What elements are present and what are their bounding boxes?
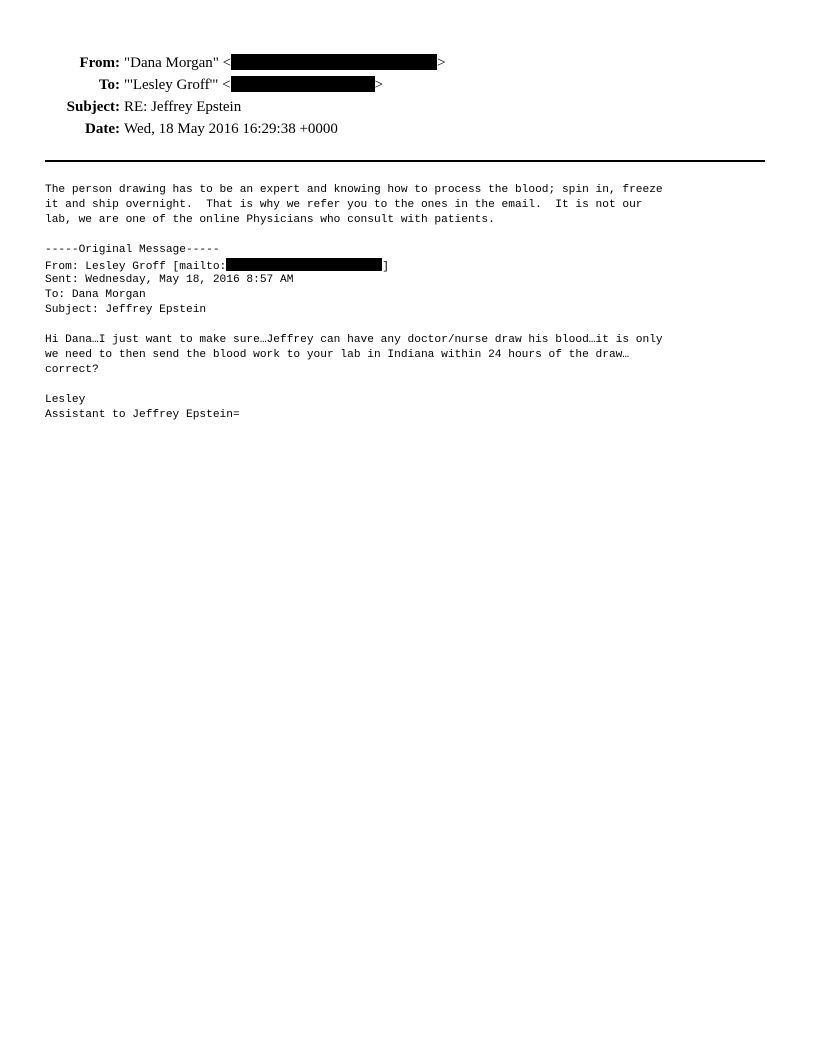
message-line: we need to then send the blood work to your lab in Indiana within 24 hours of the draw… <box>45 349 630 361</box>
original-subject: Subject: Jeffrey Epstein <box>45 304 207 316</box>
subject-value: RE: Jeffrey Epstein <box>124 99 242 115</box>
date-label: Date: <box>85 121 120 137</box>
spacer <box>45 228 770 243</box>
from-close-bracket: > <box>437 55 446 71</box>
to-row <box>0 74 816 96</box>
email-body <box>45 183 770 423</box>
to-name: "'Lesley Groff'" < <box>124 77 231 93</box>
reply-line: The person drawing has to be an expert and knowing how to process the blood; spin in, freeze <box>45 184 663 196</box>
spacer <box>45 318 770 333</box>
email-header <box>0 52 816 140</box>
to-label: To: <box>98 77 120 93</box>
message-line: correct? <box>45 364 99 376</box>
from-value <box>124 52 446 74</box>
from-label: From: <box>79 55 120 71</box>
signature-name: Lesley <box>45 394 86 406</box>
date-value: Wed, 18 May 2016 16:29:38 +0000 <box>124 121 338 137</box>
redacted-original-email <box>226 258 382 271</box>
reply-line: lab, we are one of the online Physicians who consult with patients. <box>45 214 495 226</box>
subject-row <box>0 96 816 118</box>
redacted-to-email <box>231 76 375 92</box>
message-line: Hi Dana…I just want to make sure…Jeffrey can have any doctor/nurse draw his blood…it is only <box>45 334 663 346</box>
from-row <box>0 52 816 74</box>
original-from-prefix: From: Lesley Groff [mailto: <box>45 261 227 273</box>
original-from-suffix: ] <box>382 261 389 273</box>
spacer <box>45 378 770 393</box>
reply-line: it and ship overnight. That is why we refer you to the ones in the email. It is not our <box>45 199 643 211</box>
signature-title: Assistant to Jeffrey Epstein= <box>45 409 240 421</box>
original-from <box>45 258 770 273</box>
redacted-from-email <box>231 54 437 70</box>
to-value <box>124 74 383 96</box>
subject-label: Subject: <box>66 99 120 115</box>
from-name: "Dana Morgan" < <box>124 55 232 71</box>
date-row <box>0 118 816 140</box>
to-close-bracket: > <box>374 77 384 93</box>
original-message-marker: -----Original Message----- <box>45 244 220 256</box>
header-divider <box>45 160 765 162</box>
original-to: To: Dana Morgan <box>45 289 146 301</box>
original-sent: Sent: Wednesday, May 18, 2016 8:57 AM <box>45 274 294 286</box>
